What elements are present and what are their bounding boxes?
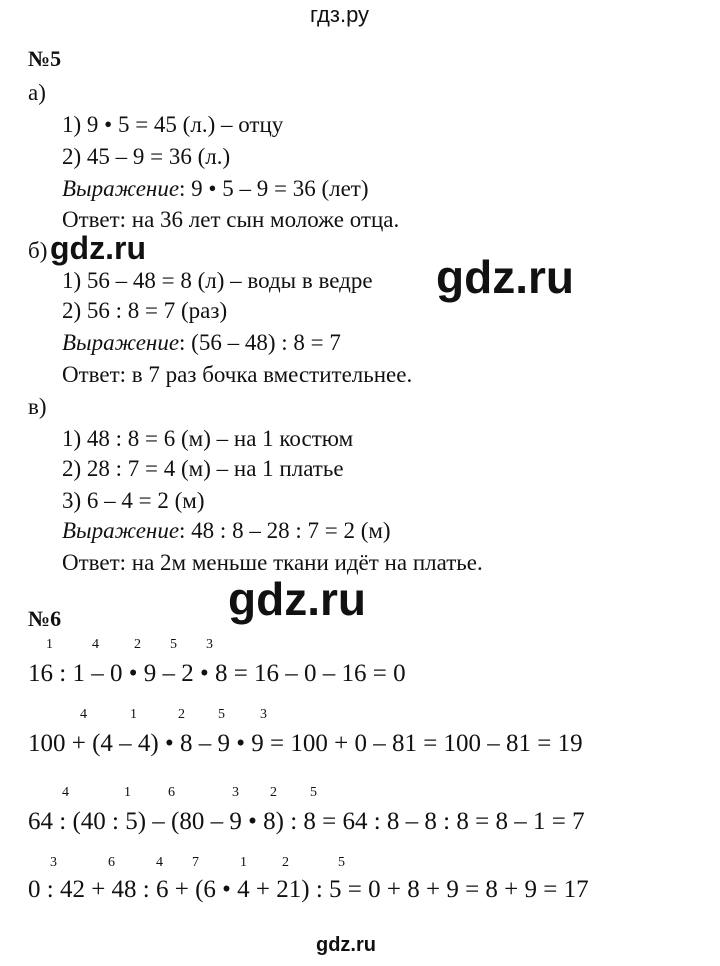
expression-value: : 48 : 8 – 28 : 7 = 2 (м) bbox=[179, 518, 391, 543]
task5-v-label: в) bbox=[28, 394, 47, 419]
order-expression: 100 + (4 – 4) • 8 – 9 • 9 = 100 + 0 – 81 = 100 – 81 = 19 bbox=[28, 730, 583, 757]
order-mark: 6 bbox=[168, 785, 175, 800]
order-mark: 3 bbox=[206, 637, 213, 652]
task5-v-step1: 1) 48 : 8 = 6 (м) – на 1 костюм bbox=[62, 426, 354, 451]
order-mark: 2 bbox=[270, 785, 277, 800]
order-mark: 5 bbox=[310, 785, 317, 800]
order-mark: 1 bbox=[130, 707, 137, 722]
task5-b-step2: 2) 56 : 8 = 7 (раз) bbox=[62, 298, 228, 323]
task5-b-step1: 1) 56 – 48 = 8 (л) – воды в ведре bbox=[62, 268, 373, 293]
watermark: gdz.ru bbox=[316, 934, 376, 956]
task5-v-answer: Ответ: на 2м меньше ткани идёт на платье. bbox=[62, 550, 483, 575]
site-header: гдз.ру bbox=[310, 2, 370, 27]
task5-a-expression bbox=[62, 176, 369, 202]
order-expression: 64 : (40 : 5) – (80 – 9 • 8) : 8 = 64 : 8 – 8 : 8 = 8 – 1 = 7 bbox=[28, 808, 585, 835]
order-mark: 4 bbox=[92, 637, 99, 652]
order-mark: 3 bbox=[232, 785, 239, 800]
expression-label: Выражение bbox=[62, 176, 180, 201]
watermark: gdz.ru bbox=[50, 230, 146, 266]
order-mark: 4 bbox=[80, 707, 87, 722]
task5-b-expression bbox=[62, 330, 341, 356]
order-expression: 16 : 1 – 0 • 9 – 2 • 8 = 16 – 0 – 16 = 0 bbox=[28, 660, 406, 687]
task5-v-step3: 3) 6 – 4 = 2 (м) bbox=[62, 488, 205, 513]
order-mark: 1 bbox=[46, 637, 53, 652]
order-mark: 5 bbox=[338, 855, 345, 870]
task5-a-step1: 1) 9 • 5 = 45 (л.) – отцу bbox=[62, 112, 284, 137]
task5-b-answer: Ответ: в 7 раз бочка вместительнее. bbox=[62, 362, 413, 387]
order-mark: 3 bbox=[50, 855, 57, 870]
task5-a-label: а) bbox=[28, 80, 46, 105]
watermark: gdz.ru bbox=[228, 573, 366, 625]
expression-label: Выражение bbox=[62, 330, 180, 355]
order-mark: 3 bbox=[260, 707, 267, 722]
task5-a-answer: Ответ: на 36 лет сын моложе отца. bbox=[62, 207, 400, 232]
order-mark: 4 bbox=[62, 785, 69, 800]
expression-value: : (56 – 48) : 8 = 7 bbox=[179, 330, 341, 355]
expression-label: Выражение bbox=[62, 518, 180, 543]
task5-a-step2: 2) 45 – 9 = 36 (л.) bbox=[62, 144, 231, 169]
watermark: gdz.ru bbox=[436, 251, 574, 303]
order-mark: 2 bbox=[178, 707, 185, 722]
order-expression: 0 : 42 + 48 : 6 + (6 • 4 + 21) : 5 = 0 + 8 + 9 = 8 + 9 = 17 bbox=[28, 876, 589, 903]
task5-b-label: б) bbox=[28, 238, 48, 263]
task5-title: №5 bbox=[28, 46, 62, 71]
order-mark: 1 bbox=[240, 855, 247, 870]
order-mark: 4 bbox=[156, 855, 163, 870]
order-mark: 5 bbox=[218, 707, 225, 722]
order-mark: 2 bbox=[282, 855, 289, 870]
task5-v-expression bbox=[62, 518, 391, 544]
task6-title: №6 bbox=[28, 606, 62, 631]
order-mark: 5 bbox=[170, 637, 177, 652]
expression-value: : 9 • 5 – 9 = 36 (лет) bbox=[179, 176, 369, 201]
order-mark: 2 bbox=[134, 637, 141, 652]
task5-v-step2: 2) 28 : 7 = 4 (м) – на 1 платье bbox=[62, 456, 344, 481]
order-mark: 6 bbox=[108, 855, 115, 870]
order-mark: 7 bbox=[192, 855, 199, 870]
order-mark: 1 bbox=[124, 785, 131, 800]
